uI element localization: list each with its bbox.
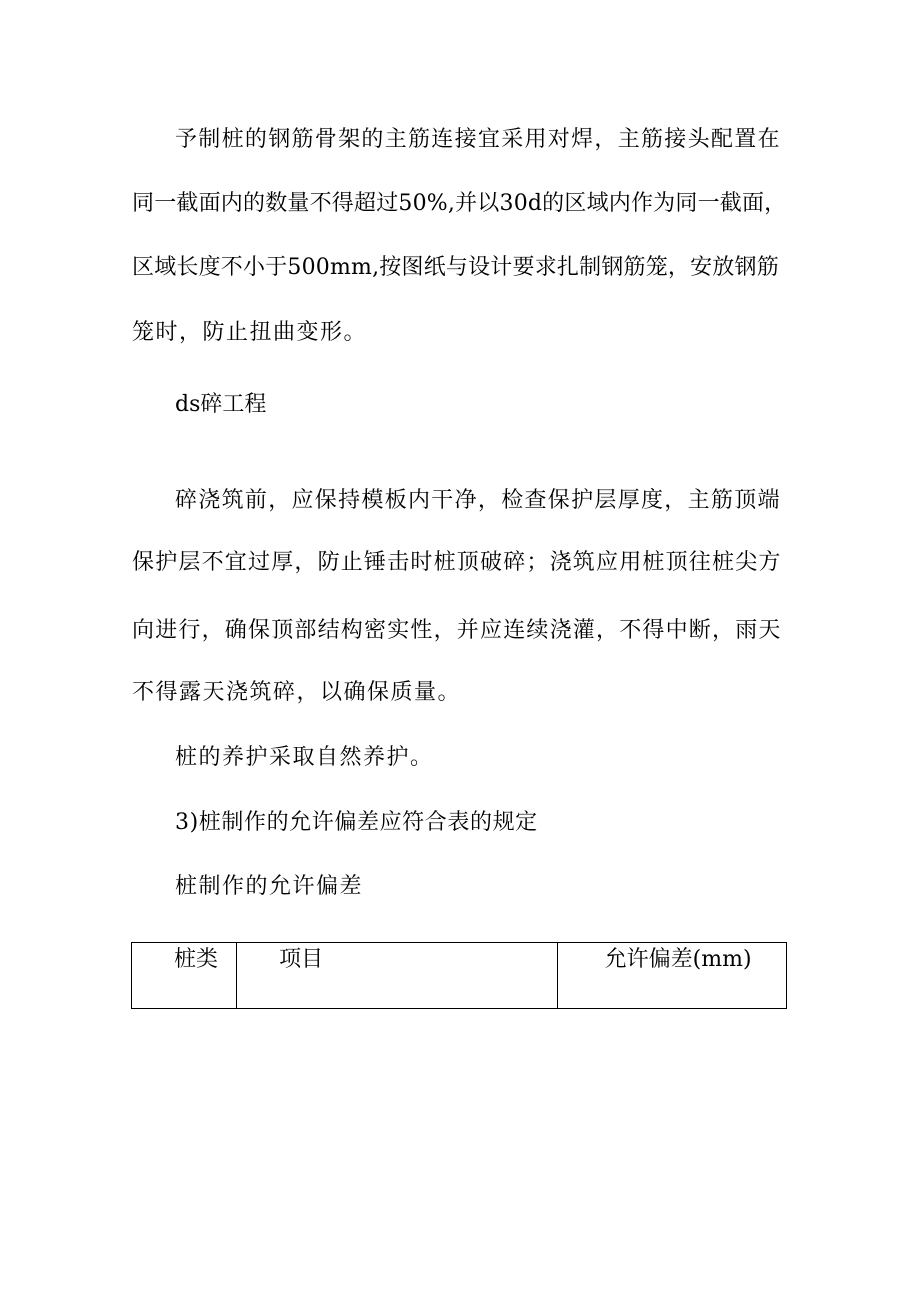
paragraph2-line2: 保护层不宜过厚，防止锤击时桩顶破碎；浇筑应用桩顶往桩尖方: [132, 550, 782, 575]
curing-paragraph: 桩的养护采取自然养护。: [175, 745, 434, 770]
paragraph2-line3: 向进行，确保顶部结构密实性，并应连续浇灌，不得中断，雨天: [132, 618, 782, 643]
header-item: 项目: [237, 943, 557, 1009]
table-caption: 桩制作的允许偏差: [175, 874, 364, 899]
header-tolerance: 允许偏差(mm): [557, 943, 786, 1009]
paragraph1-line2: 同一截面内的数量不得超过50%,并以30d的区域内作为同一截面，: [132, 191, 787, 216]
item-3-heading: 3)桩制作的允许偏差应符合表的规定: [175, 810, 538, 835]
section-heading: ds碎工程: [175, 392, 267, 417]
header-pile-type: 桩类: [132, 943, 237, 1009]
paragraph2-line4: 不得露天浇筑碎，以确保质量。: [132, 680, 462, 705]
paragraph1-line3: 区域长度不小于500mm,按图纸与设计要求扎制钢筋笼，安放钢筋: [132, 255, 779, 280]
paragraph2-line1: 碎浇筑前，应保持模板内干净，检查保护层厚度，主筋顶端: [175, 488, 781, 513]
paragraph1-line4: 笼时，防止扭曲变形。: [132, 320, 368, 345]
tolerance-table: [131, 942, 787, 1009]
paragraph1-line1: 予制桩的钢筋骨架的主筋连接宜采用对焊，主筋接头配置在: [175, 127, 781, 152]
table-header-row: [132, 943, 787, 1009]
